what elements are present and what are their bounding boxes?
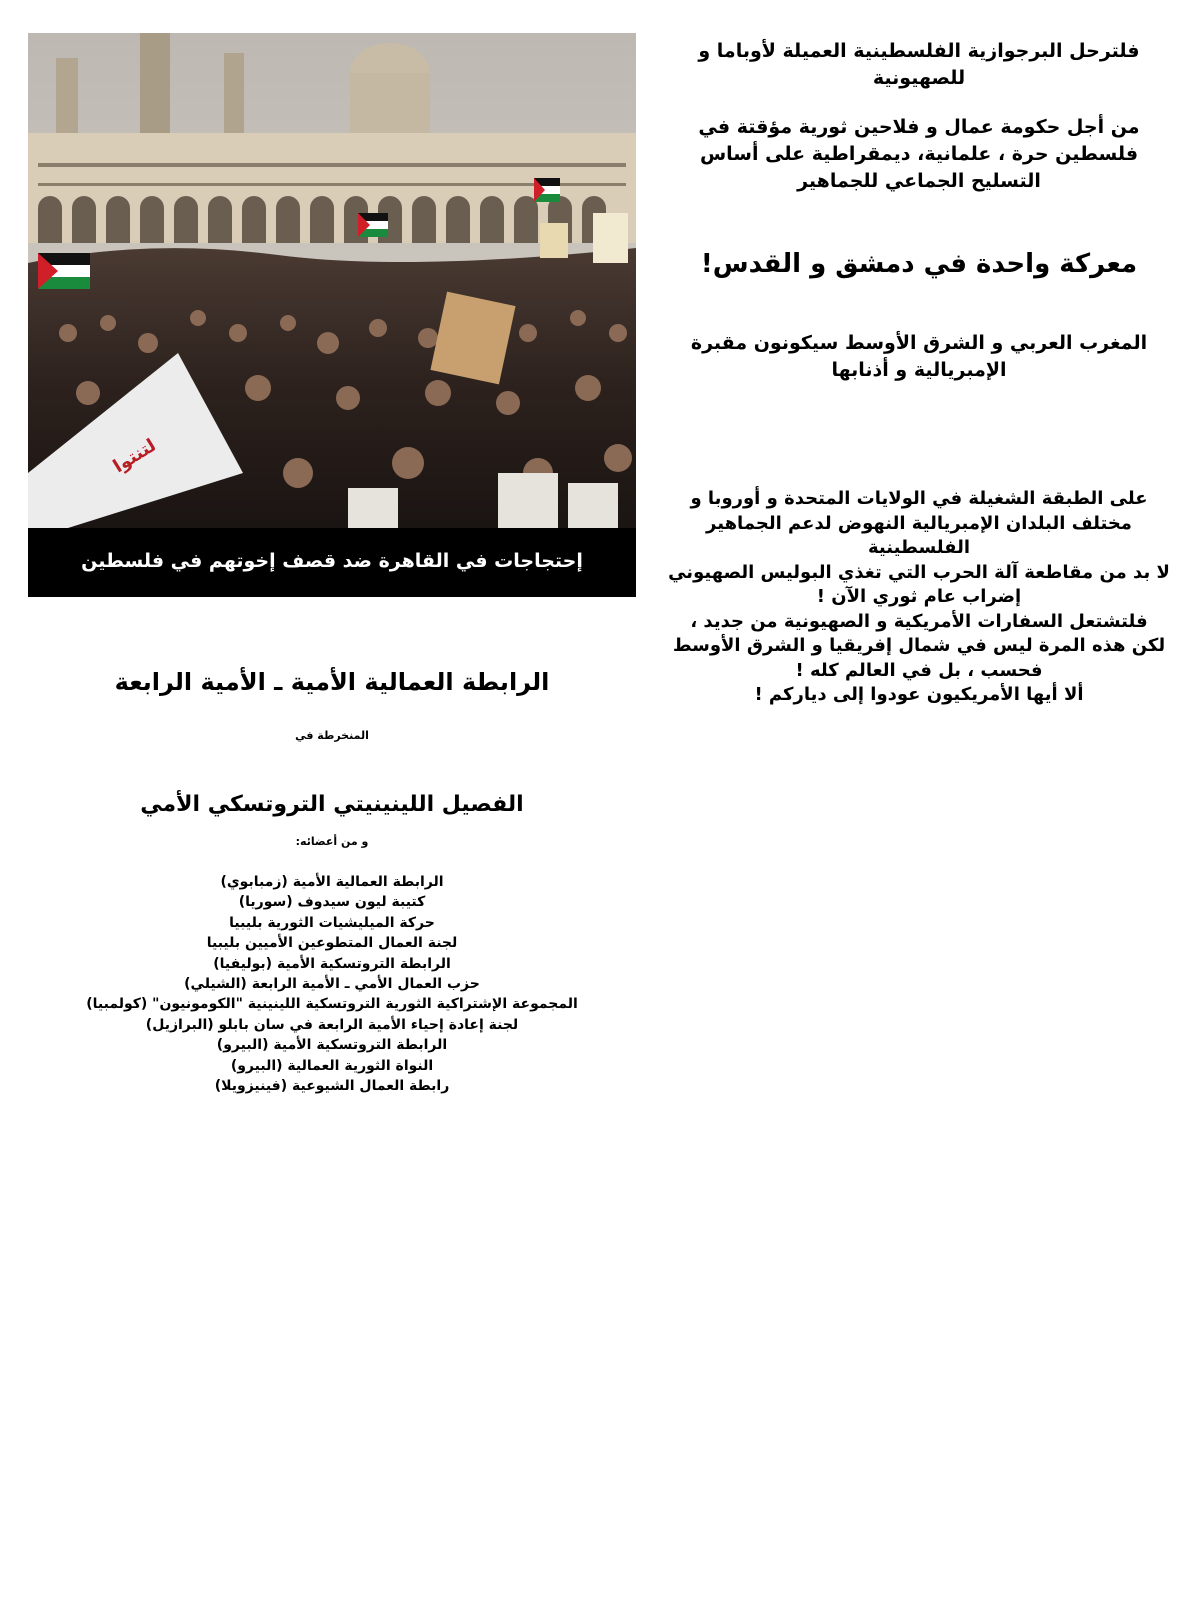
text-line: على الطبقة الشغيلة في الولايات المتحدة و أوروبا و	[690, 488, 1148, 509]
protest-photo	[28, 33, 636, 597]
member-item: لجنة العمال المتطوعين الأميين بليبيا	[206, 935, 458, 952]
text-line: فلسطين حرة ، علمانية، ديمقراطية على أساس	[699, 143, 1139, 165]
text-line: المغرب العربي و الشرق الأوسط سيكونون مقبرة	[690, 332, 1148, 354]
text-line: للصهيونية	[872, 67, 966, 89]
text-line: فلتشتعل السفارات الأمريكية و الصهيونية من جديد ،	[690, 610, 1148, 632]
photo-caption: إحتجاجات في القاهرة ضد قصف إخوتهم في فلسطين	[81, 550, 583, 572]
flag-center	[358, 213, 388, 237]
member-item: النواة الثورية العمالية (البيرو)	[230, 1057, 434, 1074]
text-line: لا بد من مقاطعة آلة الحرب التي تغذي البوليس الصهيوني	[668, 561, 1170, 583]
member-item: الرابطة التروتسكية الأمية (بوليفيا)	[213, 955, 451, 972]
text-line: فحسب ، بل في العالم كله !	[795, 659, 1043, 681]
faction-title: الفصيل اللينينيتي التروتسكي الأمي	[140, 792, 524, 817]
member-item: رابطة العمال الشيوعية (فينيزويلا)	[214, 1078, 450, 1095]
maghreb-paragraph	[660, 330, 1178, 384]
government-paragraph	[660, 114, 1178, 195]
cairo-protest-image	[28, 33, 636, 528]
text-line: من أجل حكومة عمال و فلاحين ثورية مؤقتة في	[698, 116, 1140, 138]
member-item: الرابطة التروتسكية الأمية (البيرو)	[216, 1037, 448, 1054]
member-item: لجنة إعادة إحياء الأمية الرابعة في سان بابلو (البرازيل)	[145, 1016, 519, 1033]
member-item: الرابطة العمالية الأمية (زمبابوي)	[220, 874, 444, 890]
banner-text: لتنتوا	[109, 434, 160, 478]
text-line: الإمبريالية و أذنابها	[831, 359, 1007, 381]
member-item: كتيبة ليون سيدوف (سوريا)	[238, 894, 426, 911]
member-item: حركة الميليشيات الثورية بليبيا	[229, 914, 435, 931]
text-line: التسليح الجماعي للجماهير	[797, 170, 1041, 192]
members-intro: و من أعضائه:	[295, 835, 369, 848]
text-line: إضراب عام ثوري الآن !	[816, 586, 1022, 607]
text-line: مختلف البلدان الإمبريالية النهوض لدعم الجماهير	[706, 512, 1132, 534]
member-item: المجموعة الإشتراكية الثورية التروتسكية اللينينية "الكومونيون" (كولمبيا)	[86, 996, 578, 1013]
org-title: الرابطة العمالية الأمية ـ الأمية الرابعة	[114, 668, 550, 696]
text-line: فلترحل البرجوازية الفلسطينية العميلة لأوباما و	[698, 40, 1140, 62]
flag-right	[534, 178, 560, 202]
intro-paragraph	[660, 38, 1178, 92]
text-line: الفلسطينية	[867, 537, 971, 558]
text-line: ألا أيها الأمريكيون عودوا إلى دياركم !	[754, 684, 1084, 705]
headline: معركة واحدة في دمشق و القدس!	[700, 249, 1138, 279]
members-list	[28, 872, 636, 1096]
affiliated-label: المنخرطة في	[295, 729, 369, 742]
flag-left	[38, 253, 90, 289]
member-item: حزب العمال الأمي ـ الأمية الرابعة (الشيلي)	[184, 976, 480, 993]
text-line: لكن هذه المرة ليس في شمال إفريقيا و الشرق الأوسط	[672, 635, 1166, 656]
working-class-paragraph	[660, 487, 1178, 708]
